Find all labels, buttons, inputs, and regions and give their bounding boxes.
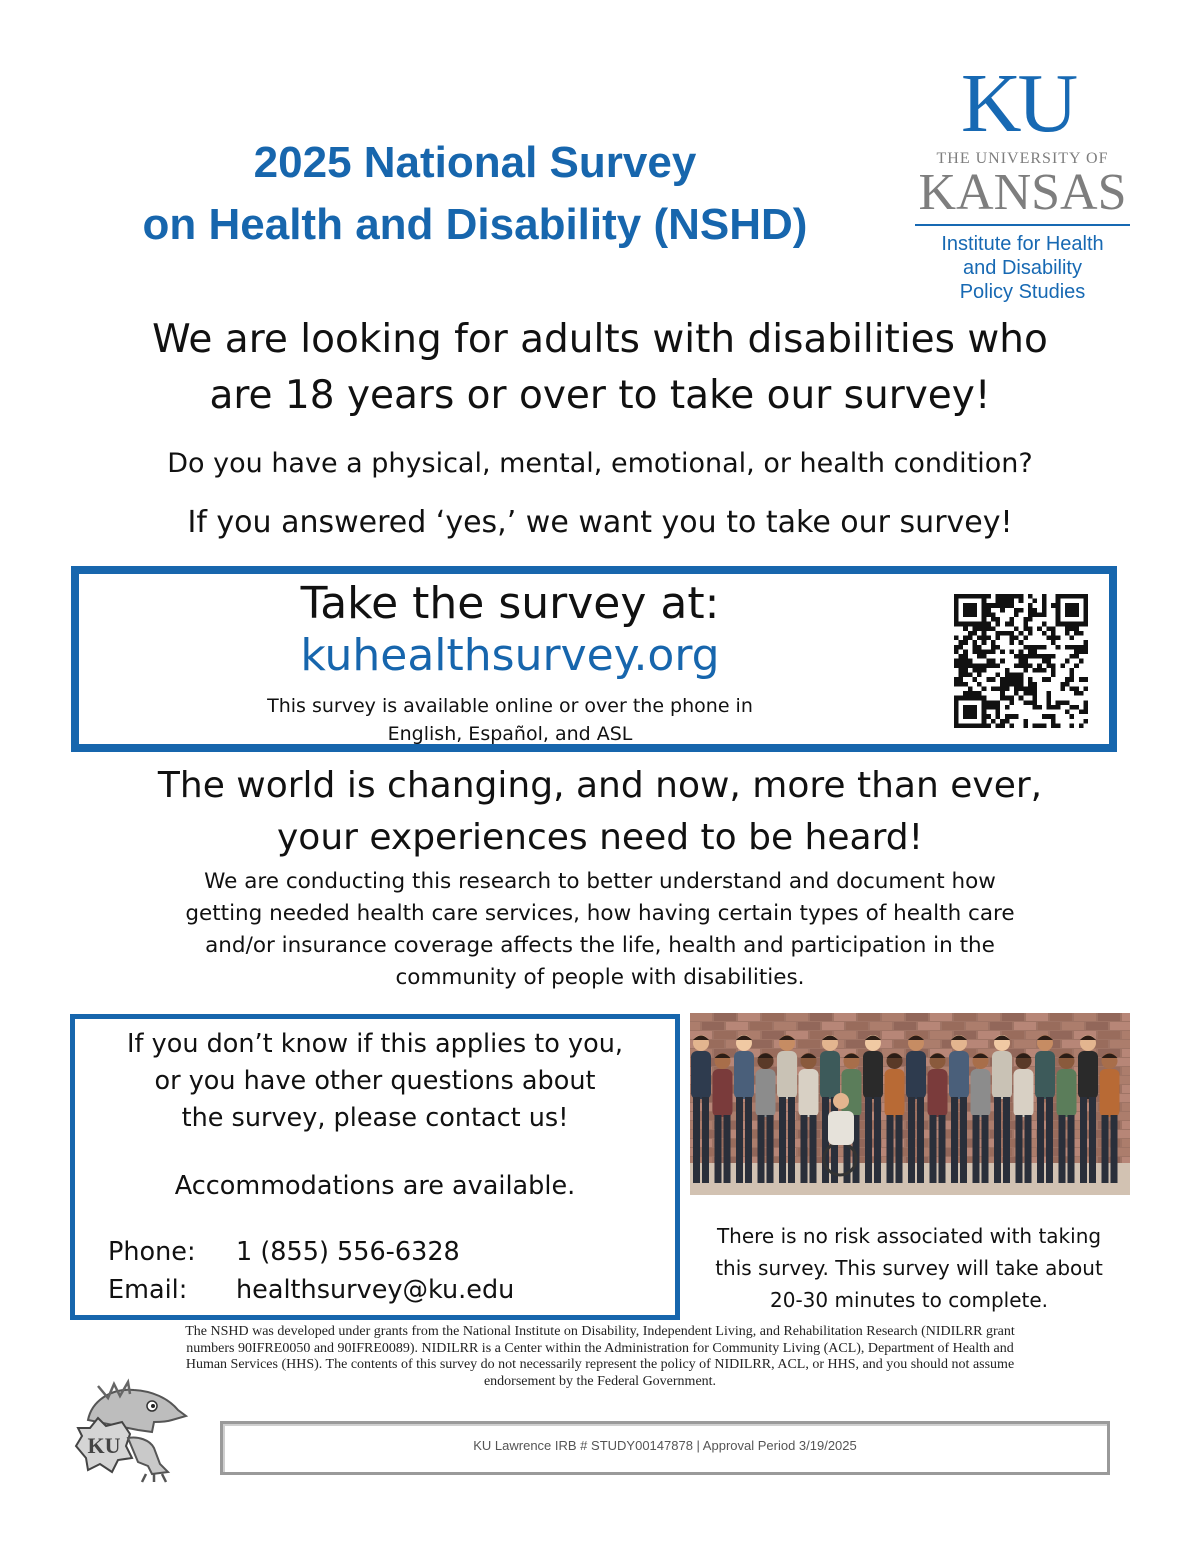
eligibility-question: Do you have a physical, mental, emotional, or health condition? (167, 448, 1033, 479)
title-line-1: 2025 National Survey (253, 138, 697, 187)
qr-code-icon[interactable] (950, 594, 1092, 728)
world-line-1: The world is changing, and now, more than ever, (157, 765, 1043, 806)
risk-statement (686, 1220, 1132, 1316)
irb-approval-text: KU Lawrence IRB # STUDY00147878 | Approval Period 3/19/2025 (473, 1438, 857, 1453)
logo-kansas: KANSAS (918, 164, 1127, 221)
contact-line-1: If you don’t know if this applies to you, (127, 1029, 623, 1059)
survey-url-link[interactable]: kuhealthsurvey.org (300, 630, 720, 681)
funding-line-2: numbers 90IFRE0050 and 90IFRE0089). NIDILRR is a Center within the Administration for Community Living (ACL), Department of Health and (186, 1340, 1014, 1356)
research-line-1: We are conducting this research to better understand and document how (204, 869, 996, 894)
title-line-2: on Health and Disability (NSHD) (142, 200, 808, 249)
funding-disclaimer (88, 1324, 1112, 1390)
mascot-ku-letters: KU (87, 1433, 121, 1458)
email-label: Email: (108, 1275, 188, 1305)
contact-line-2: or you have other questions about (154, 1066, 596, 1096)
survey-availability (200, 692, 820, 748)
phone-number-link[interactable]: 1 (855) 556-6328 (236, 1237, 460, 1267)
funding-line-4: endorsement by the Federal Government. (483, 1373, 717, 1389)
risk-line-1: There is no risk associated with taking (716, 1224, 1102, 1248)
availability-line-1: This survey is available online or over the phone in (267, 695, 753, 717)
research-line-2: getting needed health care services, how having certain types of health care (185, 901, 1015, 926)
research-line-4: community of people with disabilities. (395, 965, 805, 990)
logo-divider (915, 224, 1130, 226)
availability-line-2: English, Español, and ASL (387, 723, 633, 745)
logo-institute-line-2: and Disability (963, 257, 1082, 279)
recruitment-headline (40, 312, 1160, 424)
email-row (108, 1272, 514, 1308)
ku-logo-mark: KU (960, 57, 1075, 150)
world-statement (40, 760, 1160, 864)
phone-row (108, 1234, 460, 1270)
contact-prompt (80, 1026, 670, 1137)
research-description (60, 866, 1140, 994)
take-survey-label: Take the survey at: (300, 578, 720, 629)
jayhawk-mascot-icon (68, 1376, 192, 1484)
logo-institute-line-3: Policy Studies (959, 281, 1086, 303)
risk-line-2: this survey. This survey will take about (715, 1256, 1103, 1280)
research-line-3: and/or insurance coverage affects the life, health and participation in the (205, 933, 995, 958)
page-title (60, 132, 890, 256)
email-link[interactable]: healthsurvey@ku.edu (236, 1275, 515, 1305)
headline-line-1: We are looking for adults with disabilities who (152, 317, 1048, 362)
group-photo (690, 1013, 1130, 1195)
accommodations-note: Accommodations are available. (174, 1171, 576, 1201)
ku-logo (905, 57, 1140, 304)
phone-label: Phone: (108, 1237, 196, 1267)
funding-line-1: The NSHD was developed under grants from the National Institute on Disability, Independent Living, and Rehabilitation Research (NIDILRR grant (185, 1324, 1015, 1339)
eligibility-answer: If you answered ‘yes,’ we want you to take our survey! (187, 505, 1013, 540)
risk-line-3: 20-30 minutes to complete. (770, 1288, 1048, 1312)
logo-university-of: THE UNIVERSITY OF (936, 150, 1109, 167)
headline-line-2: are 18 years or over to take our survey! (209, 373, 991, 418)
logo-institute-line-1: Institute for Health (941, 233, 1104, 255)
funding-line-3: Human Services (HHS). The contents of this survey do not necessarily represent the policy of NIDILRR, ACL, or HHS, and you should not assume (185, 1357, 1015, 1372)
world-line-2: your experiences need to be heard! (276, 817, 924, 858)
contact-line-3: the survey, please contact us! (181, 1103, 569, 1133)
